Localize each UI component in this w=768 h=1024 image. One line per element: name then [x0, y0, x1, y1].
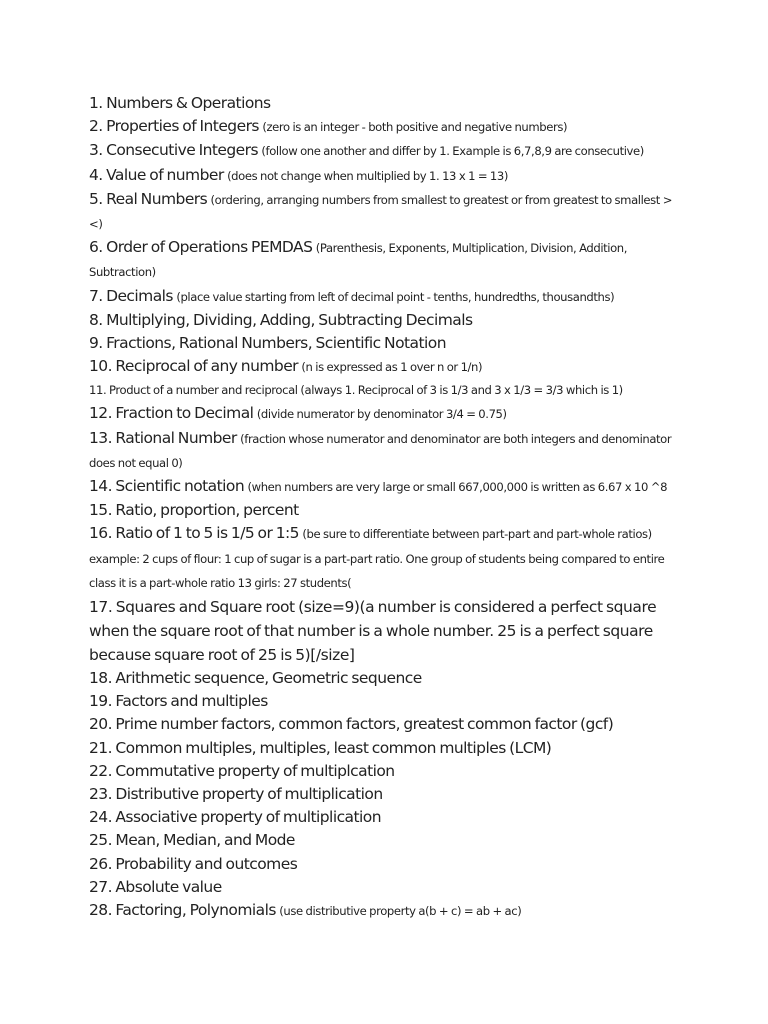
item-title: 14. Scientific notation [89, 477, 245, 496]
item-note: (when numbers are very large or small 667,000,000 is written as 6.67 x 10 ^8 [247, 480, 668, 495]
list-item-5 [89, 188, 679, 236]
item-note: 11. Product of a number and reciprocal (always 1. Reciprocal of 3 is 1/3 and 3 x 1/3 = 3/3 which is 1) [89, 383, 623, 398]
item-title: 20. Prime number factors, common factors, greatest common factor (gcf) [89, 715, 614, 734]
item-title: 3. Consecutive Integers [89, 141, 259, 160]
list-item-11 [89, 379, 679, 402]
item-note: (fraction whose numerator and denominator are both integers and denominator does not equal 0) [89, 431, 672, 470]
item-title: 7. Decimals [89, 286, 173, 305]
list-item-8 [89, 309, 679, 332]
item-title: 15. Ratio, proportion, percent [89, 501, 299, 520]
list-item-20 [89, 713, 679, 736]
item-title: 25. Mean, Median, and Mode [89, 831, 295, 850]
item-title: 18. Arithmetic sequence, Geometric sequence [89, 669, 422, 688]
item-title: 12. Fraction to Decimal [89, 404, 254, 423]
item-title: 27. Absolute value [89, 877, 222, 896]
list-item-17 [89, 595, 679, 667]
list-item-9 [89, 332, 679, 355]
item-title: 21. Common multiples, multiples, least common multiples (LCM) [89, 738, 552, 757]
item-title: 9. Fractions, Rational Numbers, Scientific Notation [89, 334, 446, 353]
list-item-25 [89, 829, 679, 852]
list-item-19 [89, 690, 679, 713]
item-title: 17. Squares and Square root (size=9)(a number is considered a perfect square when the square root of that number is a whole number. 25 is a perfect square because square root of 25 is 5)[/size] [89, 598, 657, 665]
item-note: (divide numerator by denominator 3/4 = 0.75) [256, 407, 507, 422]
item-title: 13. Rational Number [89, 428, 237, 447]
list-item-6 [89, 236, 679, 284]
item-note: (zero is an integer - both positive and negative numbers) [262, 120, 568, 135]
item-note: (use distributive property a(b + c) = ab + ac) [279, 904, 522, 919]
item-title: 28. Factoring, Polynomials [89, 901, 276, 920]
item-note: (does not change when multiplied by 1. 13 x 1 = 13) [227, 168, 509, 183]
item-title: 26. Probability and outcomes [89, 854, 298, 873]
list-item-14 [89, 475, 679, 499]
list-item-1 [89, 92, 679, 115]
item-title: 24. Associative property of multiplication [89, 808, 381, 827]
item-note: (be sure to differentiate between part-part and part-whole ratios) example: 2 cups of flour: 1 cup of sugar is a part-part ratio. One group of students being compared to entire class it is a part-whole ratio 13 girls: 27 students( [89, 527, 665, 590]
list-item-28 [89, 899, 679, 923]
item-title: 8. Multiplying, Dividing, Adding, Subtracting Decimals [89, 310, 473, 329]
list-item-22 [89, 760, 679, 783]
list-item-12 [89, 402, 679, 426]
list-item-15 [89, 499, 679, 522]
list-item-16 [89, 522, 679, 595]
item-title: 1. Numbers & Operations [89, 94, 271, 112]
list-item-27 [89, 876, 679, 899]
list-item-26 [89, 853, 679, 876]
list-item-3 [89, 139, 679, 163]
item-title: 4. Value of number [89, 165, 224, 184]
item-title: 16. Ratio of 1 to 5 is 1/5 or 1:5 [89, 524, 299, 543]
item-note: (place value starting from left of decimal point - tenths, hundredths, thousandths) [176, 289, 615, 304]
list-item-4 [89, 164, 679, 188]
item-title: 2. Properties of Integers [89, 117, 259, 136]
item-title: 23. Distributive property of multiplication [89, 785, 383, 804]
list-item-18 [89, 667, 679, 690]
item-note: (Parenthesis, Exponents, Multiplication, Division, Addition, Subtraction) [89, 241, 628, 280]
list-item-23 [89, 783, 679, 806]
item-note: (follow one another and differ by 1. Example is 6,7,8,9 are consecutive) [261, 144, 644, 159]
item-title: 6. Order of Operations PEMDAS [89, 238, 313, 257]
item-title: 22. Commutative property of multiplcation [89, 761, 395, 780]
list-item-10 [89, 355, 679, 379]
item-note: (ordering, arranging numbers from smallest to greatest or from greatest to smallest > <) [89, 192, 673, 232]
list-item-2 [89, 115, 679, 139]
item-title: 19. Factors and multiples [89, 692, 268, 711]
list-item-7 [89, 285, 679, 309]
item-title: 5. Real Numbers [89, 189, 208, 208]
list-item-21 [89, 737, 679, 760]
item-note: (n is expressed as 1 over n or 1/n) [301, 360, 483, 375]
item-title: 10. Reciprocal of any number [89, 357, 299, 376]
list-item-24 [89, 806, 679, 829]
document-body [89, 92, 679, 923]
list-item-13 [89, 427, 679, 475]
